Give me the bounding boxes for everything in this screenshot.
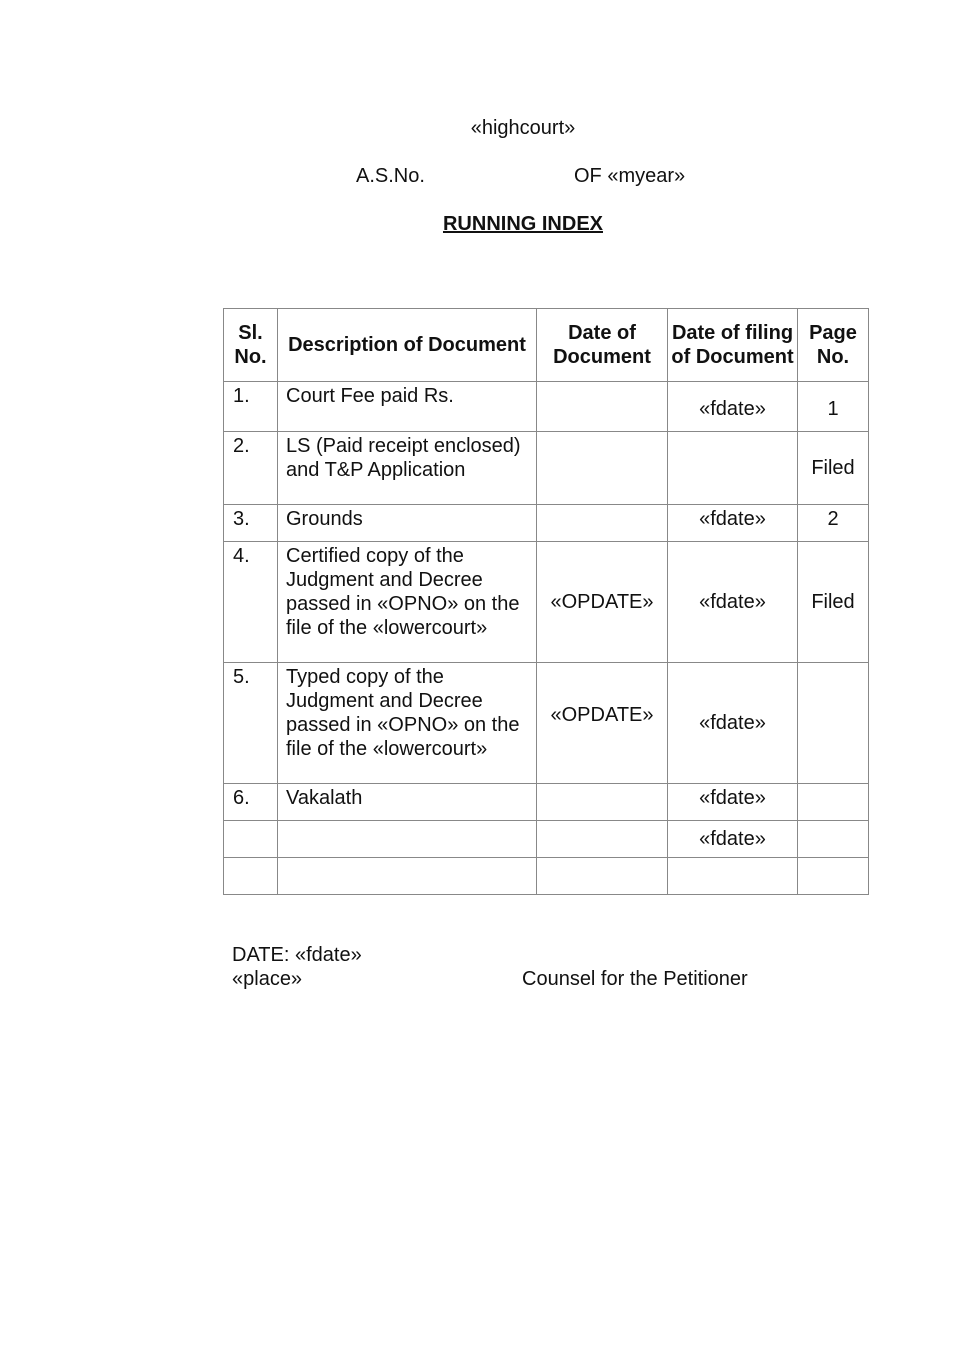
- date-of-filing-cell: «fdate»: [668, 382, 798, 432]
- table-row: [224, 432, 869, 505]
- footer-place: «place»: [232, 968, 303, 990]
- column-header-description: Description of Document: [278, 309, 537, 382]
- page-no-cell: [798, 858, 869, 895]
- description-cell: Grounds: [278, 505, 537, 542]
- header-row: [224, 309, 869, 382]
- description-cell: Typed copy of the Judgment and Decree passed in «OPNO» on the file of the «lowercourt»: [278, 663, 537, 784]
- sl-no-cell: [224, 858, 278, 895]
- date-of-document-cell: [537, 784, 668, 821]
- document-title: RUNNING INDEX: [442, 213, 603, 235]
- footer-date: DATE: «fdate»: [232, 944, 362, 966]
- table-header: [224, 309, 869, 382]
- date-of-document-cell: [537, 821, 668, 858]
- counsel-signature-label: Counsel for the Petitioner: [522, 968, 748, 990]
- date-of-document-cell: «OPDATE»: [537, 663, 668, 784]
- date-of-filing-cell: [668, 858, 798, 895]
- table-body: [224, 382, 869, 895]
- page-no-cell: 2: [798, 505, 869, 542]
- table-row: [224, 663, 869, 784]
- description-cell: Court Fee paid Rs.: [278, 382, 537, 432]
- date-of-document-cell: [537, 432, 668, 505]
- page-no-cell: [798, 784, 869, 821]
- sl-no-cell: [224, 821, 278, 858]
- column-header-page-no: Page No.: [798, 309, 869, 382]
- date-of-document-cell: [537, 505, 668, 542]
- page-no-cell: [798, 663, 869, 784]
- column-header-date-of-filing: Date of filing of Document: [668, 309, 798, 382]
- table-row: [224, 542, 869, 663]
- table-row: [224, 505, 869, 542]
- date-of-filing-cell: «fdate»: [668, 784, 798, 821]
- sl-no-cell: 1.: [224, 382, 278, 432]
- sl-no-cell: 4.: [224, 542, 278, 663]
- table-row: [224, 784, 869, 821]
- date-of-filing-cell: [668, 432, 798, 505]
- description-cell: Certified copy of the Judgment and Decree passed in «OPNO» on the file of the «lowercourt»: [278, 542, 537, 663]
- description-cell: Vakalath: [278, 784, 537, 821]
- sl-no-cell: 3.: [224, 505, 278, 542]
- page-no-cell: Filed: [798, 542, 869, 663]
- table-row: [224, 821, 869, 858]
- date-of-document-cell: [537, 858, 668, 895]
- sl-no-cell: 2.: [224, 432, 278, 505]
- date-of-filing-cell: «fdate»: [668, 505, 798, 542]
- table-row: [224, 382, 869, 432]
- sl-no-cell: 6.: [224, 784, 278, 821]
- date-of-filing-cell: «fdate»: [668, 663, 798, 784]
- column-header-sl-no: Sl. No.: [224, 309, 278, 382]
- description-cell: [278, 858, 537, 895]
- page-no-cell: Filed: [798, 432, 869, 505]
- description-cell: [278, 821, 537, 858]
- running-index-table: [223, 308, 869, 895]
- column-header-date-of-document: Date of Document: [537, 309, 668, 382]
- case-year: OF «myear»: [574, 165, 686, 187]
- page-no-cell: [798, 821, 869, 858]
- page-no-cell: 1: [798, 382, 869, 432]
- table-row: [224, 858, 869, 895]
- date-of-document-cell: «OPDATE»: [537, 542, 668, 663]
- sl-no-cell: 5.: [224, 663, 278, 784]
- description-cell: LS (Paid receipt enclosed) and T&P Application: [278, 432, 537, 505]
- case-number-label: A.S.No.: [356, 165, 425, 187]
- date-of-filing-cell: «fdate»: [668, 821, 798, 858]
- court-name: «highcourt»: [470, 117, 576, 139]
- date-of-filing-cell: «fdate»: [668, 542, 798, 663]
- date-of-document-cell: [537, 382, 668, 432]
